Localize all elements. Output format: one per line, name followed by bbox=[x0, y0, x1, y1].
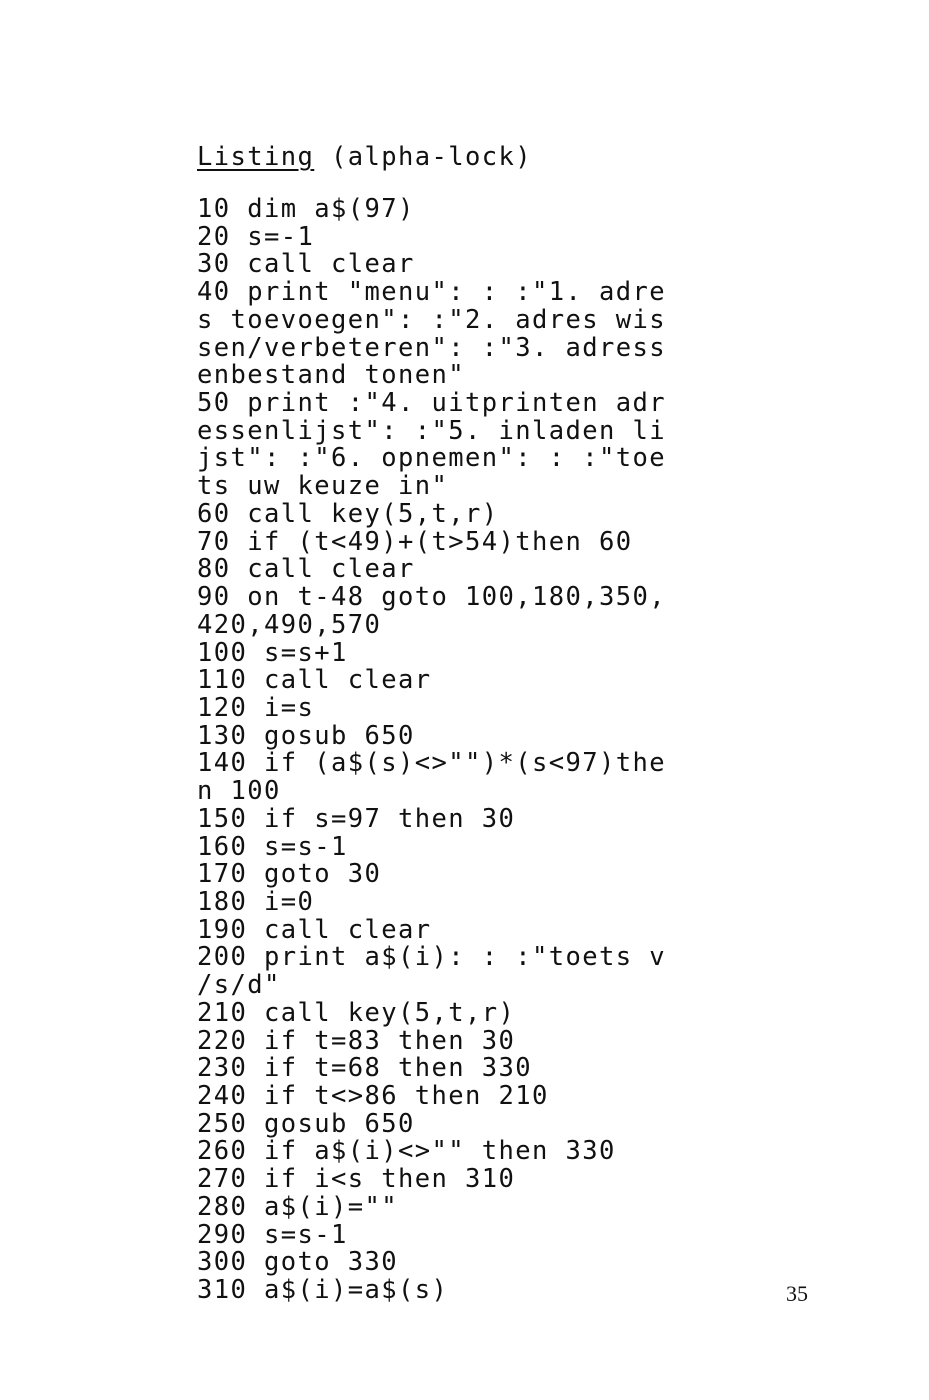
code-line: 140 if (a$(s)<>"")*(s<97)the bbox=[197, 748, 667, 779]
code-line: 300 goto 330 bbox=[197, 1247, 399, 1278]
code-line: 150 if s=97 then 30 bbox=[197, 803, 516, 834]
code-line: sen/verbeteren": :"3. adress bbox=[197, 332, 667, 363]
code-line: 260 if a$(i)<>"" then 330 bbox=[197, 1136, 616, 1167]
code-line: 200 print a$(i): : :"toets v bbox=[197, 942, 667, 973]
code-line: 100 s=s+1 bbox=[197, 637, 348, 668]
code-line: 110 call clear bbox=[197, 665, 432, 696]
code-line: /s/d" bbox=[197, 970, 281, 1001]
code-line: s toevoegen": :"2. adres wis bbox=[197, 304, 667, 335]
code-line: n 100 bbox=[197, 776, 281, 807]
heading-suffix: (alpha-lock) bbox=[314, 142, 533, 172]
code-line: enbestand tonen" bbox=[197, 360, 466, 391]
code-line: 250 gosub 650 bbox=[197, 1108, 415, 1139]
code-line: 220 if t=83 then 30 bbox=[197, 1025, 516, 1056]
code-line: ts uw keuze in" bbox=[197, 471, 449, 502]
code-line: 70 if (t<49)+(t>54)then 60 bbox=[197, 526, 633, 557]
code-line: 10 dim a$(97) bbox=[197, 194, 415, 224]
code-line: 190 call clear bbox=[197, 914, 432, 945]
code-line: 50 print :"4. uitprinten adr bbox=[197, 388, 667, 419]
code-line: 290 s=s-1 bbox=[197, 1219, 348, 1250]
code-line: essenlijst": :"5. inladen li bbox=[197, 415, 667, 446]
code-line: 120 i=s bbox=[197, 692, 315, 723]
code-listing bbox=[197, 196, 666, 1305]
code-line: 20 s=-1 bbox=[197, 221, 315, 252]
code-line: jst": :"6. opnemen": : :"toe bbox=[197, 443, 667, 474]
code-line: 240 if t<>86 then 210 bbox=[197, 1081, 549, 1111]
code-line: 40 print "menu": : :"1. adre bbox=[197, 277, 667, 308]
code-line: 60 call key(5,t,r) bbox=[197, 498, 499, 529]
code-line: 420,490,570 bbox=[197, 609, 382, 640]
code-line: 160 s=s-1 bbox=[197, 831, 348, 862]
code-line: 170 goto 30 bbox=[197, 859, 382, 890]
heading-title: Listing bbox=[197, 142, 315, 172]
code-line: 270 if i<s then 310 bbox=[197, 1164, 516, 1195]
code-line: 90 on t-48 goto 100,180,350, bbox=[197, 582, 667, 613]
code-line: 80 call clear bbox=[197, 554, 415, 585]
code-line: 310 a$(i)=a$(s) bbox=[197, 1275, 449, 1306]
code-line: 130 gosub 650 bbox=[197, 720, 415, 751]
code-line: 280 a$(i)="" bbox=[197, 1191, 399, 1222]
code-line: 180 i=0 bbox=[197, 886, 315, 917]
code-line: 210 call key(5,t,r) bbox=[197, 997, 516, 1028]
listing-heading bbox=[197, 140, 532, 174]
page-number: 35 bbox=[786, 1281, 808, 1306]
code-line: 30 call clear bbox=[197, 249, 415, 280]
code-line: 230 if t=68 then 330 bbox=[197, 1053, 533, 1084]
